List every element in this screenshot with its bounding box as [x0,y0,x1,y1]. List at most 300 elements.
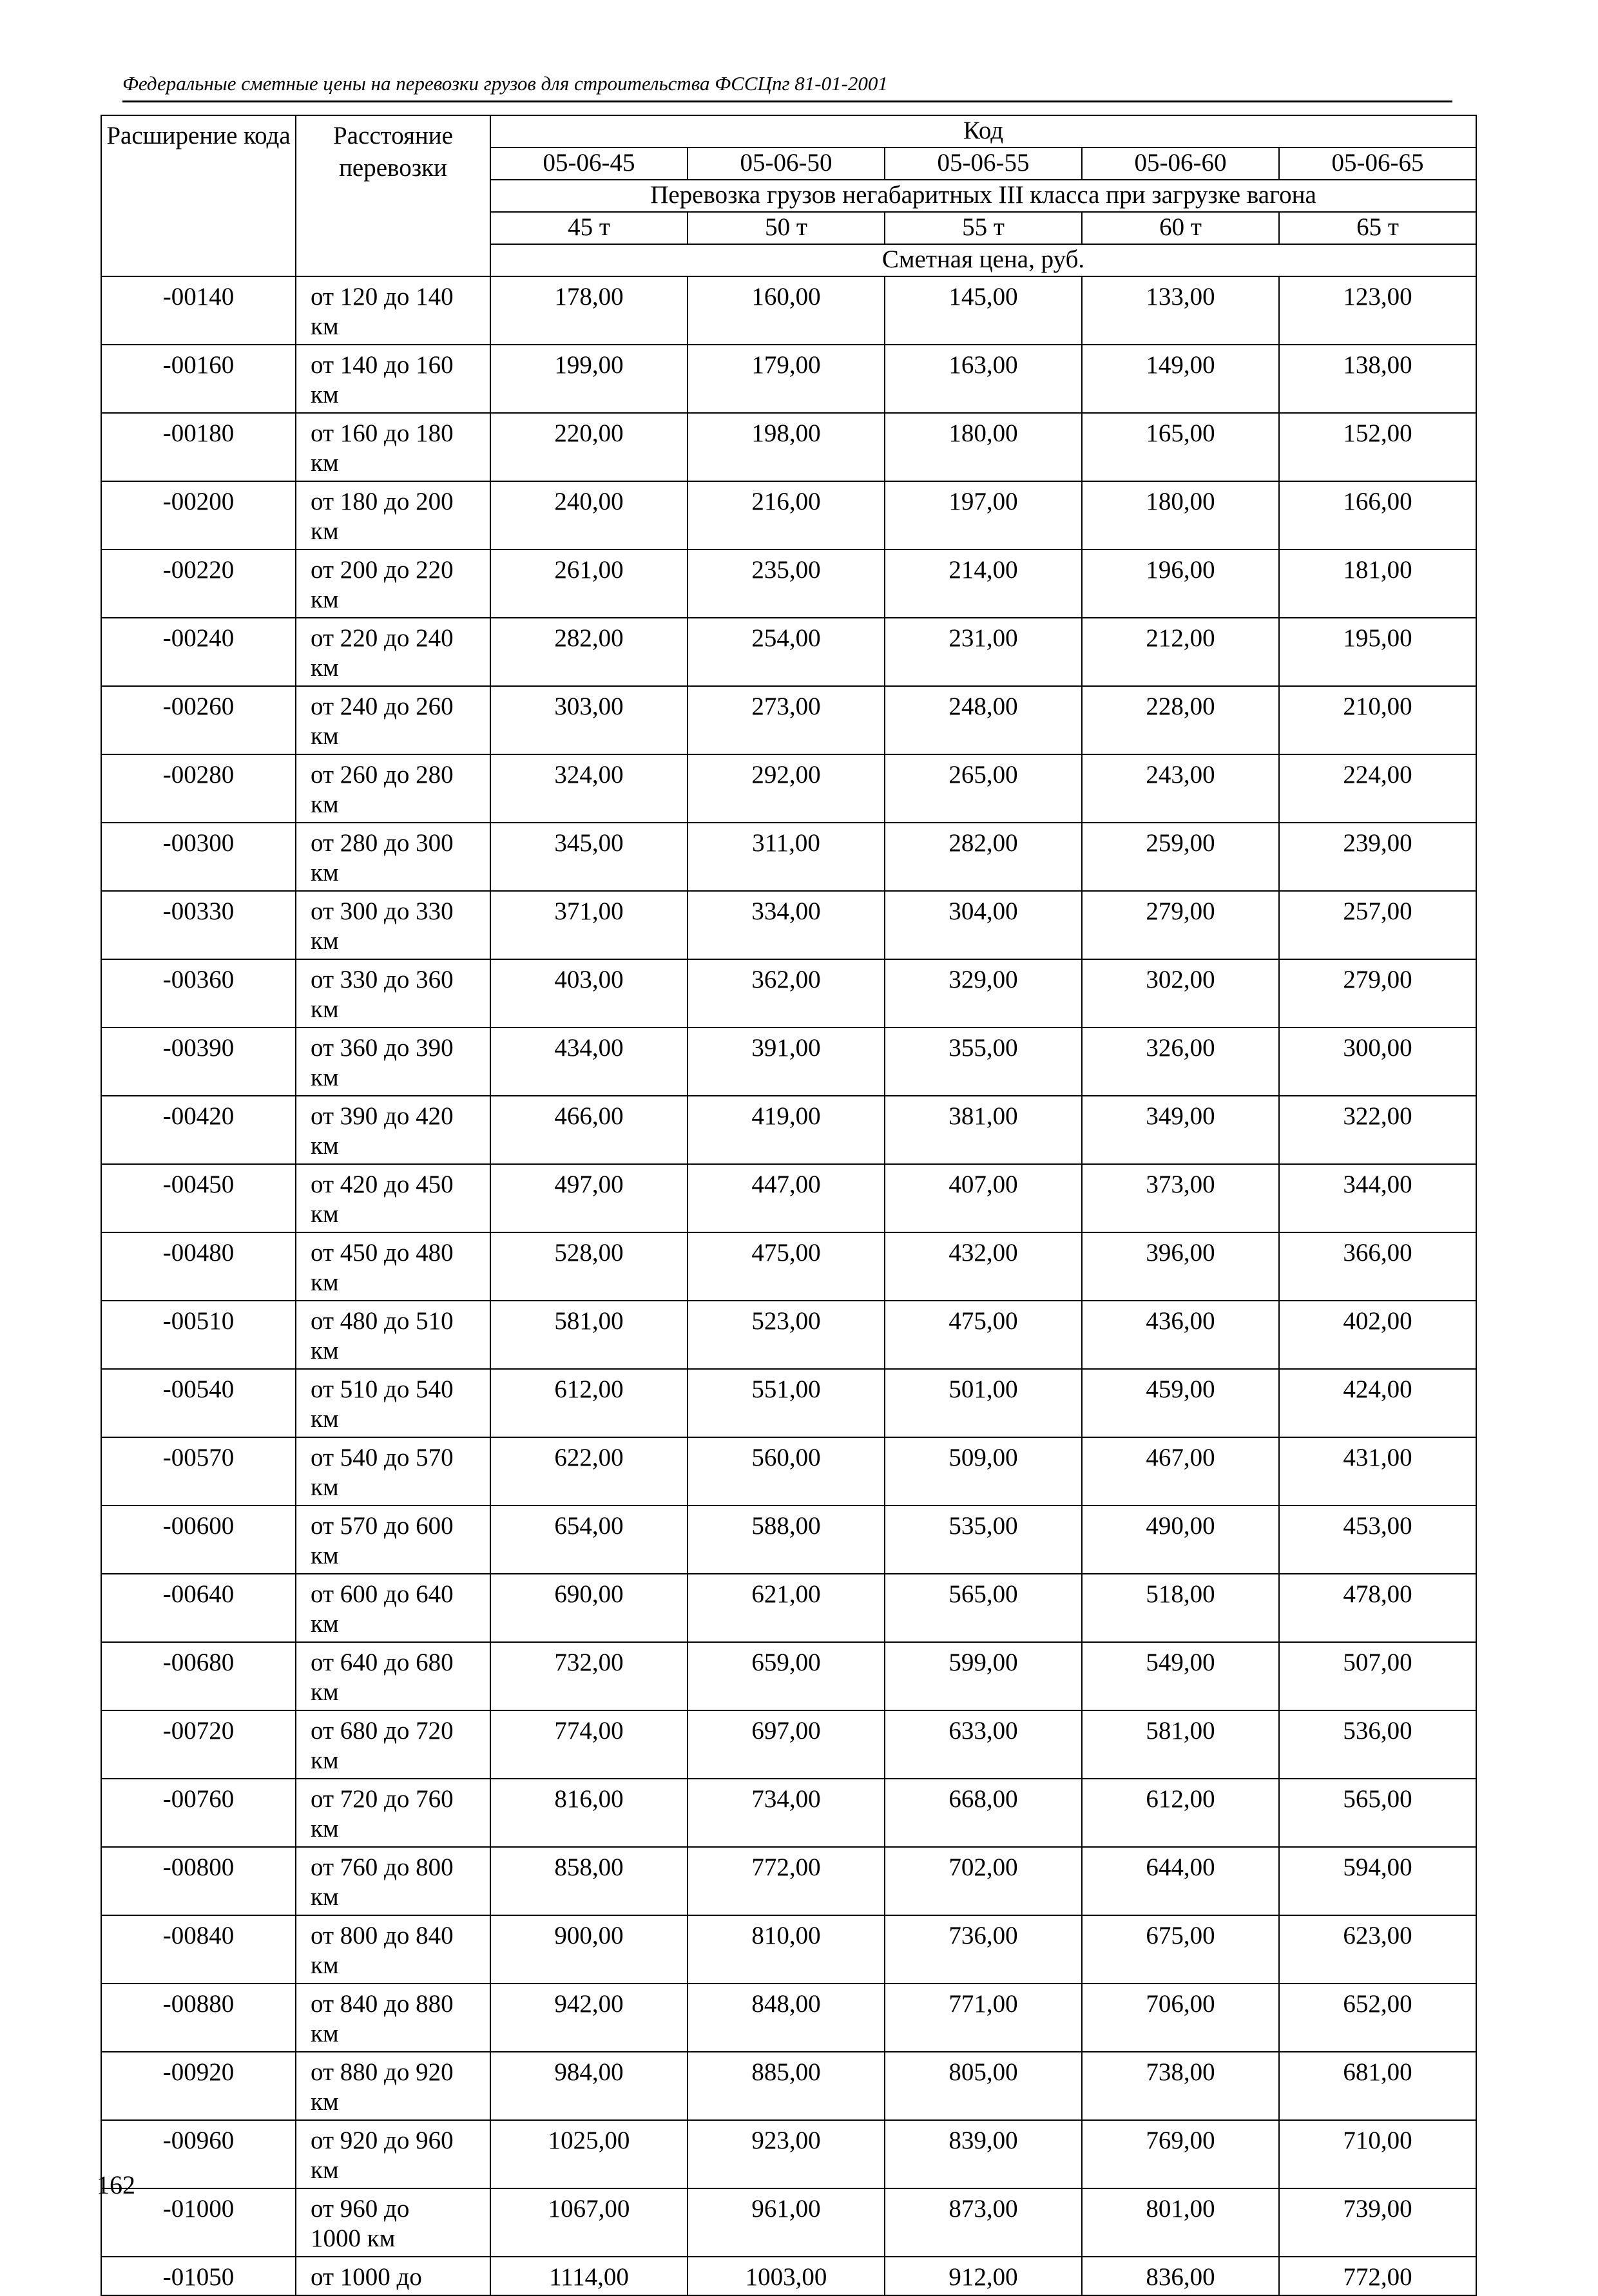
row-distance-range: от 920 до 960 [311,2127,454,2154]
row-distance-range: от 840 до 880 [311,1990,454,2018]
table-row [101,686,1476,754]
price-cell: 243,00 [1082,754,1279,823]
header-rule [122,100,1452,102]
price-cell: 240,00 [490,481,688,550]
price-cell: 265,00 [885,754,1082,823]
table-row [101,1301,1476,1369]
price-cell: 261,00 [490,550,688,618]
price-cell: 239,00 [1279,823,1476,891]
price-cell: 594,00 [1279,1847,1476,1915]
row-distance-unit: км [311,2156,339,2184]
row-code: -01000 [101,2188,296,2257]
price-cell: 739,00 [1279,2188,1476,2257]
price-cell: 581,00 [1082,1710,1279,1779]
price-cell: 706,00 [1082,1984,1279,2052]
price-cell: 549,00 [1082,1642,1279,1710]
price-cell: 1025,00 [490,2120,688,2188]
row-distance-range: от 300 до 330 [311,897,454,925]
price-cell: 675,00 [1082,1915,1279,1984]
price-cell: 466,00 [490,1096,688,1164]
header-code-cell: 05-06-50 [688,148,885,180]
price-cell: 349,00 [1082,1096,1279,1164]
row-distance-unit: км [311,1473,339,1501]
row-code: -00420 [101,1096,296,1164]
price-cell: 402,00 [1279,1301,1476,1369]
row-distance [296,2257,490,2295]
table-row [101,1847,1476,1915]
row-distance-unit: км [311,1064,339,1091]
row-code: -00720 [101,1710,296,1779]
row-code: -00680 [101,1642,296,1710]
price-cell: 816,00 [490,1779,688,1847]
row-distance-unit: км [311,1337,339,1364]
price-cell: 403,00 [490,959,688,1028]
row-code: -00220 [101,550,296,618]
row-distance [296,1096,490,1164]
price-cell: 197,00 [885,481,1082,550]
row-distance-range: от 1000 до [311,2263,422,2291]
row-distance-range: от 510 до 540 [311,1375,454,1403]
price-cell: 138,00 [1279,345,1476,413]
header-code-cell: 05-06-65 [1279,148,1476,180]
price-cell: 123,00 [1279,276,1476,345]
price-cell: 195,00 [1279,618,1476,686]
price-cell: 478,00 [1279,1574,1476,1642]
row-distance [296,823,490,891]
row-distance [296,959,490,1028]
row-code: -00330 [101,891,296,959]
price-cell: 391,00 [688,1028,885,1096]
row-distance-unit: км [311,2020,339,2047]
table-row [101,1574,1476,1642]
table-row [101,1710,1476,1779]
table-row [101,2188,1476,2257]
row-code: -00960 [101,2120,296,2188]
price-cell: 326,00 [1082,1028,1279,1096]
price-cell: 738,00 [1082,2052,1279,2120]
page-number: 162 [97,2170,135,2199]
price-cell: 355,00 [885,1028,1082,1096]
price-cell: 160,00 [688,276,885,345]
price-cell: 644,00 [1082,1847,1279,1915]
price-cell: 839,00 [885,2120,1082,2188]
price-cell: 654,00 [490,1506,688,1574]
row-distance [296,1028,490,1096]
price-cell: 497,00 [490,1164,688,1232]
row-distance-range: от 600 до 640 [311,1580,454,1608]
row-distance [296,1915,490,1984]
price-table-body [101,115,1476,2295]
header-code-cell: 05-06-60 [1082,148,1279,180]
row-distance-unit: км [311,927,339,955]
table-row [101,2052,1476,2120]
price-cell: 771,00 [885,1984,1082,2052]
row-distance [296,1779,490,1847]
table-row [101,413,1476,481]
table-row [101,754,1476,823]
price-cell: 772,00 [1279,2257,1476,2295]
running-head: Федеральные сметные цены на перевозки грузов для строительства ФССЦпг 81-01-2001 [122,72,888,95]
row-code: -01050 [101,2257,296,2295]
price-cell: 453,00 [1279,1506,1476,1574]
price-cell: 668,00 [885,1779,1082,1847]
row-distance [296,1437,490,1506]
table-row [101,1369,1476,1437]
price-cell: 152,00 [1279,413,1476,481]
row-code: -00800 [101,1847,296,1915]
row-distance-unit: км [311,312,339,340]
price-cell: 282,00 [885,823,1082,891]
row-distance [296,754,490,823]
price-cell: 273,00 [688,686,885,754]
row-distance-range: от 180 до 200 [311,488,454,515]
row-code: -00260 [101,686,296,754]
table-row [101,959,1476,1028]
table-row [101,1779,1476,1847]
price-cell: 220,00 [490,413,688,481]
price-cell: 900,00 [490,1915,688,1984]
row-distance-unit: км [311,586,339,613]
price-cell: 873,00 [885,2188,1082,2257]
price-cell: 659,00 [688,1642,885,1710]
price-cell: 984,00 [490,2052,688,2120]
row-distance [296,686,490,754]
price-cell: 912,00 [885,2257,1082,2295]
header-price-label: Сметная цена, руб. [490,244,1476,276]
price-cell: 407,00 [885,1164,1082,1232]
table-row [101,481,1476,550]
row-distance-range: от 420 до 450 [311,1171,454,1198]
price-cell: 259,00 [1082,823,1279,891]
price-cell: 858,00 [490,1847,688,1915]
row-distance-range: от 330 до 360 [311,966,454,993]
price-cell: 652,00 [1279,1984,1476,2052]
header-row-code [101,115,1476,148]
row-distance-unit: км [311,1610,339,1638]
price-cell: 311,00 [688,823,885,891]
row-distance-unit: км [311,1883,339,1911]
price-cell: 303,00 [490,686,688,754]
row-distance-unit: км [311,1200,339,1228]
row-distance [296,1232,490,1301]
price-cell: 681,00 [1279,2052,1476,2120]
row-code: -00200 [101,481,296,550]
price-cell: 736,00 [885,1915,1082,1984]
price-cell: 228,00 [1082,686,1279,754]
header-code: Код [490,115,1476,148]
row-distance-range: от 480 до 510 [311,1307,454,1335]
price-cell: 1003,00 [688,2257,885,2295]
row-distance [296,1642,490,1710]
price-cell: 490,00 [1082,1506,1279,1574]
price-cell: 344,00 [1279,1164,1476,1232]
row-code: -00240 [101,618,296,686]
price-cell: 292,00 [688,754,885,823]
price-cell: 178,00 [490,276,688,345]
row-distance-range: от 680 до 720 [311,1717,454,1745]
row-distance [296,481,490,550]
price-cell: 612,00 [1082,1779,1279,1847]
row-code: -00180 [101,413,296,481]
price-cell: 282,00 [490,618,688,686]
row-distance [296,2052,490,2120]
price-cell: 810,00 [688,1915,885,1984]
price-cell: 324,00 [490,754,688,823]
price-cell: 734,00 [688,1779,885,1847]
price-cell: 371,00 [490,891,688,959]
row-distance-range: от 240 до 260 [311,693,454,720]
row-distance-range: от 260 до 280 [311,761,454,789]
table-row [101,1506,1476,1574]
row-distance [296,618,490,686]
row-distance-unit: км [311,859,339,886]
row-code: -00480 [101,1232,296,1301]
header-code-cell: 05-06-55 [885,148,1082,180]
row-distance [296,276,490,345]
table-row [101,1164,1476,1232]
price-cell: 180,00 [885,413,1082,481]
price-cell: 366,00 [1279,1232,1476,1301]
row-code: -00570 [101,1437,296,1506]
row-distance-range: от 880 до 920 [311,2058,454,2086]
row-code: -00760 [101,1779,296,1847]
row-distance [296,1301,490,1369]
row-distance-range: от 160 до 180 [311,419,454,447]
header-code-cell: 05-06-45 [490,148,688,180]
price-cell: 633,00 [885,1710,1082,1779]
price-cell: 690,00 [490,1574,688,1642]
header-distance: Расстояние перевозки [296,115,490,276]
row-code: -00540 [101,1369,296,1437]
price-cell: 133,00 [1082,276,1279,345]
price-cell: 199,00 [490,345,688,413]
table-row [101,550,1476,618]
price-cell: 805,00 [885,2052,1082,2120]
price-cell: 302,00 [1082,959,1279,1028]
price-cell: 1114,00 [490,2257,688,2295]
row-distance-unit: км [311,381,339,408]
price-cell: 254,00 [688,618,885,686]
table-row [101,1984,1476,2052]
row-distance-range: от 120 до 140 [311,283,454,311]
row-code: -00920 [101,2052,296,2120]
row-distance-unit: км [311,449,339,477]
row-code: -00300 [101,823,296,891]
row-distance [296,2120,490,2188]
price-cell: 565,00 [885,1574,1082,1642]
price-cell: 279,00 [1279,959,1476,1028]
row-distance [296,1984,490,2052]
price-cell: 235,00 [688,550,885,618]
price-cell: 196,00 [1082,550,1279,618]
table-row [101,276,1476,345]
row-distance-range: от 450 до 480 [311,1239,454,1267]
row-distance [296,2188,490,2257]
price-cell: 509,00 [885,1437,1082,1506]
table-row [101,2120,1476,2188]
price-cell: 732,00 [490,1642,688,1710]
price-cell: 431,00 [1279,1437,1476,1506]
price-cell: 329,00 [885,959,1082,1028]
price-cell: 322,00 [1279,1096,1476,1164]
table-row [101,618,1476,686]
row-distance-range: от 390 до 420 [311,1102,454,1130]
price-cell: 145,00 [885,276,1082,345]
price-cell: 198,00 [688,413,885,481]
row-distance-range: от 280 до 300 [311,829,454,857]
price-cell: 961,00 [688,2188,885,2257]
row-distance-range: от 570 до 600 [311,1512,454,1540]
price-cell: 622,00 [490,1437,688,1506]
row-distance [296,345,490,413]
price-cell: 212,00 [1082,618,1279,686]
price-cell: 345,00 [490,823,688,891]
price-cell: 621,00 [688,1574,885,1642]
row-code: -00510 [101,1301,296,1369]
row-distance-range: от 960 до [311,2195,410,2223]
price-cell: 501,00 [885,1369,1082,1437]
price-cell: 507,00 [1279,1642,1476,1710]
row-distance-unit: 1000 км [311,2224,396,2252]
row-distance [296,413,490,481]
price-cell: 536,00 [1279,1710,1476,1779]
price-cell: 1067,00 [490,2188,688,2257]
row-distance [296,1574,490,1642]
row-distance-unit: км [311,2088,339,2116]
price-cell: 231,00 [885,618,1082,686]
price-cell: 334,00 [688,891,885,959]
price-cell: 214,00 [885,550,1082,618]
row-distance-unit: км [311,995,339,1023]
price-cell: 710,00 [1279,2120,1476,2188]
row-distance-unit: км [311,1132,339,1160]
price-cell: 436,00 [1082,1301,1279,1369]
price-cell: 432,00 [885,1232,1082,1301]
row-distance-range: от 200 до 220 [311,556,454,584]
price-cell: 165,00 [1082,413,1279,481]
price-cell: 535,00 [885,1506,1082,1574]
price-cell: 447,00 [688,1164,885,1232]
price-cell: 179,00 [688,345,885,413]
table-row [101,1232,1476,1301]
price-cell: 475,00 [688,1232,885,1301]
row-distance-range: от 140 до 160 [311,351,454,379]
price-cell: 166,00 [1279,481,1476,550]
price-cell: 180,00 [1082,481,1279,550]
header-load-cell: 45 т [490,212,688,244]
table-row [101,1437,1476,1506]
table-row [101,891,1476,959]
row-distance [296,891,490,959]
row-code: -00160 [101,345,296,413]
row-distance-unit: км [311,1951,339,1979]
row-code: -00640 [101,1574,296,1642]
table-row [101,1642,1476,1710]
price-cell: 149,00 [1082,345,1279,413]
price-cell: 362,00 [688,959,885,1028]
header-description: Перевозка грузов негабаритных III класса при загрузке вагона [490,180,1476,212]
price-cell: 772,00 [688,1847,885,1915]
row-distance-unit: км [311,722,339,750]
row-distance-range: от 800 до 840 [311,1922,454,1949]
row-distance-range: от 640 до 680 [311,1649,454,1676]
row-code: -00360 [101,959,296,1028]
price-cell: 216,00 [688,481,885,550]
row-distance-range: от 360 до 390 [311,1034,454,1062]
table-row [101,1096,1476,1164]
price-cell: 279,00 [1082,891,1279,959]
price-cell: 523,00 [688,1301,885,1369]
price-cell: 612,00 [490,1369,688,1437]
row-distance-range: от 760 до 800 [311,1853,454,1881]
row-code: -00280 [101,754,296,823]
row-distance [296,1369,490,1437]
row-distance-unit: км [311,517,339,545]
price-cell: 475,00 [885,1301,1082,1369]
row-distance-unit: км [311,1746,339,1774]
price-cell: 623,00 [1279,1915,1476,1984]
table-row [101,823,1476,891]
table-row [101,1915,1476,1984]
row-code: -00140 [101,276,296,345]
price-cell: 560,00 [688,1437,885,1506]
row-distance-unit: км [311,1815,339,1842]
price-cell: 565,00 [1279,1779,1476,1847]
price-cell: 801,00 [1082,2188,1279,2257]
row-code: -00880 [101,1984,296,2052]
price-cell: 848,00 [688,1984,885,2052]
row-distance [296,1847,490,1915]
price-cell: 697,00 [688,1710,885,1779]
price-cell: 424,00 [1279,1369,1476,1437]
row-distance-range: от 720 до 760 [311,1785,454,1813]
row-code: -00840 [101,1915,296,1984]
row-distance-unit: км [311,1542,339,1569]
price-cell: 304,00 [885,891,1082,959]
price-cell: 774,00 [490,1710,688,1779]
price-cell: 224,00 [1279,754,1476,823]
row-distance-unit: км [311,1678,339,1706]
price-cell: 396,00 [1082,1232,1279,1301]
price-cell: 588,00 [688,1506,885,1574]
header-load-cell: 50 т [688,212,885,244]
row-distance-unit: км [311,790,339,818]
price-cell: 257,00 [1279,891,1476,959]
price-cell: 923,00 [688,2120,885,2188]
row-distance-unit: км [311,654,339,682]
row-code: -00390 [101,1028,296,1096]
price-cell: 419,00 [688,1096,885,1164]
price-cell: 373,00 [1082,1164,1279,1232]
row-distance [296,1506,490,1574]
price-cell: 459,00 [1082,1369,1279,1437]
row-distance [296,550,490,618]
row-distance [296,1710,490,1779]
price-cell: 942,00 [490,1984,688,2052]
price-cell: 210,00 [1279,686,1476,754]
price-cell: 381,00 [885,1096,1082,1164]
price-cell: 248,00 [885,686,1082,754]
price-cell: 551,00 [688,1369,885,1437]
price-cell: 599,00 [885,1642,1082,1710]
price-cell: 885,00 [688,2052,885,2120]
table-row [101,1028,1476,1096]
price-cell: 836,00 [1082,2257,1279,2295]
price-cell: 300,00 [1279,1028,1476,1096]
row-distance-unit: км [311,1268,339,1296]
header-load-cell: 65 т [1279,212,1476,244]
price-cell: 528,00 [490,1232,688,1301]
